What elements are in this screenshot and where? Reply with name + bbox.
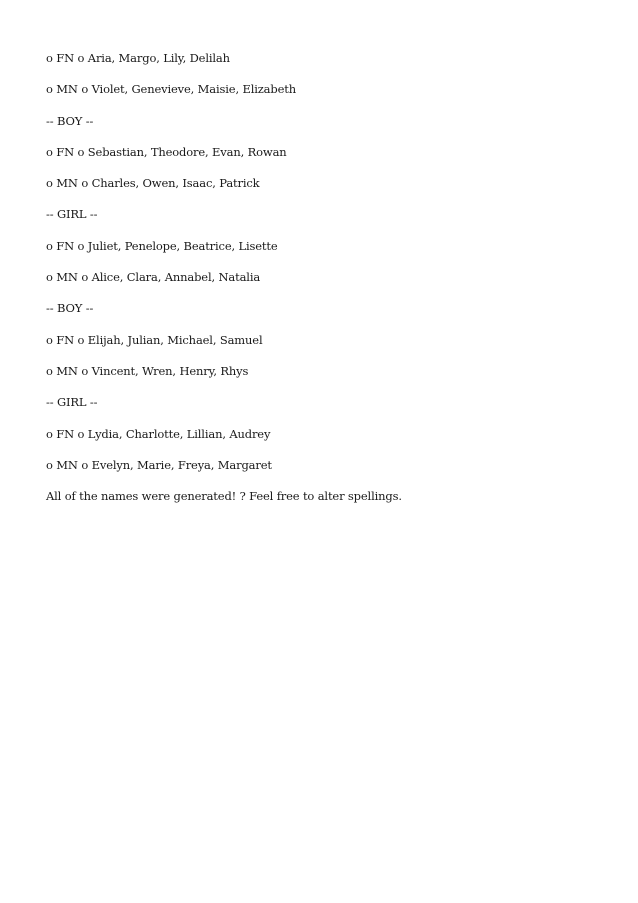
text-line-girl-1-middle-names: o MN o Violet, Genevieve, Maisie, Elizabeth: [46, 82, 296, 97]
text-line-girl-2-first-names: o FN o Juliet, Penelope, Beatrice, Lisette: [46, 238, 278, 253]
section-heading-girl-3: -- GIRL --: [46, 395, 98, 410]
section-heading-boy-2: -- BOY --: [46, 301, 94, 316]
section-heading-girl-2: -- GIRL --: [46, 207, 98, 222]
text-line-girl-1-first-names: o FN o Aria, Margo, Lily, Delilah: [46, 51, 230, 65]
text-line-girl-3-first-names: o FN o Lydia, Charlotte, Lillian, Audrey: [46, 426, 271, 441]
closing-note: All of the names were generated! ? Feel free to alter spellings.: [46, 489, 402, 504]
text-line-girl-2-middle-names: o MN o Alice, Clara, Annabel, Natalia: [46, 270, 261, 285]
text-line-boy-2-middle-names: o MN o Vincent, Wren, Henry, Rhys: [46, 363, 249, 378]
section-heading-boy-1: -- BOY --: [46, 113, 94, 128]
text-line-boy-1-first-names: o FN o Sebastian, Theodore, Evan, Rowan: [46, 144, 287, 159]
text-line-boy-1-middle-names: o MN o Charles, Owen, Isaac, Patrick: [46, 176, 260, 191]
document-body: [46, 50, 606, 519]
text-line-girl-3-middle-names: o MN o Evelyn, Marie, Freya, Margaret: [46, 457, 272, 472]
text-line-boy-2-first-names: o FN o Elijah, Julian, Michael, Samuel: [46, 332, 263, 347]
